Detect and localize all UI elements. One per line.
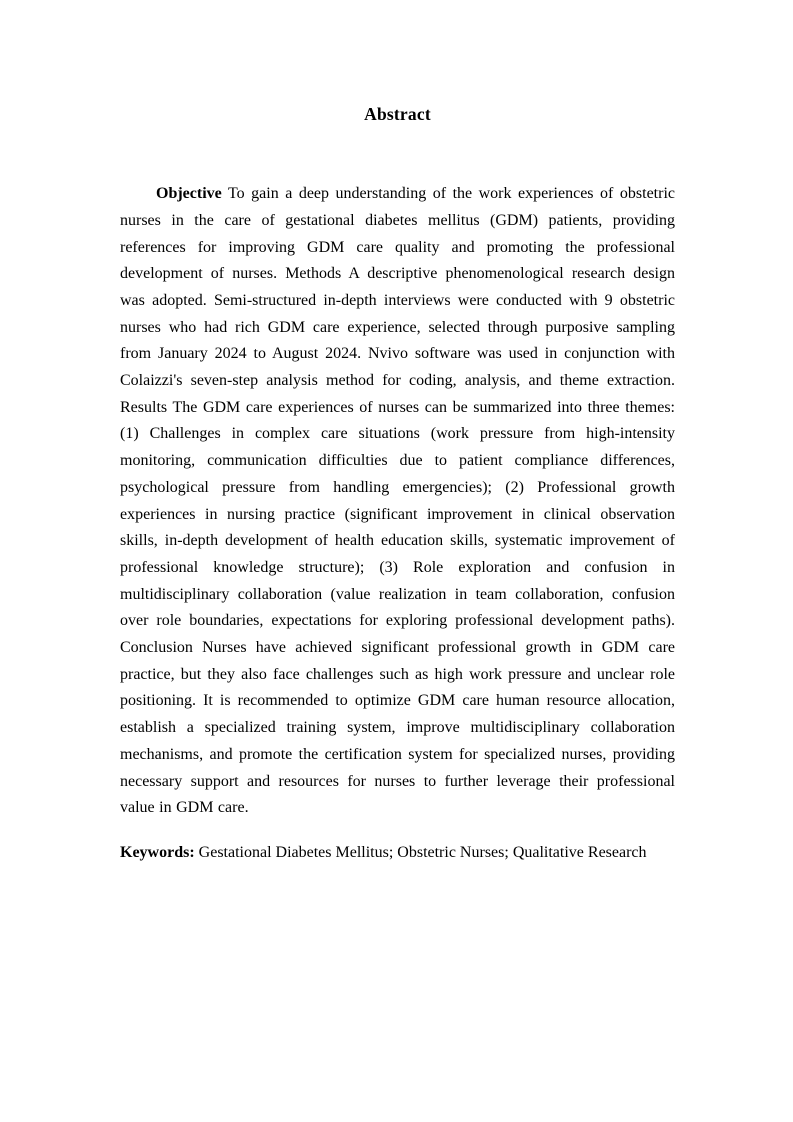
abstract-paragraph xyxy=(120,181,675,822)
keywords-line xyxy=(120,840,675,867)
keywords-text: Gestational Diabetes Mellitus; Obstetric Nurses; Qualitative Research xyxy=(194,844,647,861)
keywords-label: Keywords: xyxy=(120,844,195,861)
abstract-body-text: To gain a deep understanding of the work experiences of obstetric nurses in the care of gestational diabetes mellitus (GDM) patients, providing references for improving GDM care quality and promoting the professional development of nurses. Methods A descriptive phenomenological research design was adopted. Semi-structured in-depth interviews were conducted with 9 obstetric nurses who had rich GDM care experience, selected through purposive sampling from January 2024 to August 2024. Nvivo software was used in conjunction with Colaizzi's seven-step analysis method for coding, analysis, and theme extraction. Results The GDM care experiences of nurses can be summarized into three themes: (1) Challenges in complex care situations (work pressure from high-intensity monitoring, communication difficulties due to patient compliance differences, psychological pressure from handling emergencies); (2) Professional growth experiences in nursing practice (significant improvement in clinical observation skills, in-depth development of health education skills, systematic improvement of professional knowledge structure); (3) Role exploration and confusion in multidisciplinary collaboration (value realization in team collaboration, confusion over role boundaries, expectations for exploring professional development paths). Conclusion Nurses have achieved significant professional growth in GDM care practice, but they also face challenges such as high work pressure and unclear role positioning. It is recommended to optimize GDM care human resource allocation, establish a specialized training system, improve multidisciplinary collaboration mechanisms, and promote the certification system for specialized nurses, providing necessary support and resources for nurses to further leverage their professional value in GDM care. xyxy=(120,185,675,817)
page-title: Abstract xyxy=(364,104,431,124)
objective-label: Objective xyxy=(156,185,222,203)
